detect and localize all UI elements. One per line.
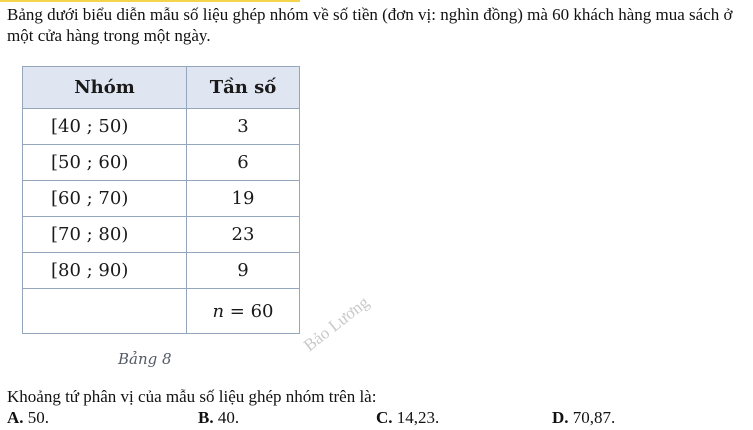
table-total-row (23, 289, 300, 334)
question-text: Khoảng tứ phân vị của mẫu số liệu ghép nhóm trên là: (7, 387, 377, 406)
table-row (23, 217, 300, 253)
frequency-cell: 9 (187, 253, 300, 289)
frequency-cell: 23 (187, 217, 300, 253)
group-cell: [70 ; 80) (23, 217, 187, 253)
group-cell: [40 ; 50) (23, 109, 187, 145)
option-d[interactable] (552, 408, 615, 428)
table-row (23, 253, 300, 289)
frequency-cell: 3 (187, 109, 300, 145)
watermark-text: Bảo Lương (300, 292, 373, 355)
total-variable: n (212, 300, 225, 322)
top-accent-bar (0, 0, 300, 2)
option-b-text: 40. (213, 408, 240, 427)
total-cell (187, 289, 300, 334)
option-c-letter: C. (376, 408, 393, 427)
option-d-text: 70,87. (568, 408, 616, 427)
group-cell: [80 ; 90) (23, 253, 187, 289)
option-a-letter: A. (7, 408, 24, 427)
option-a-text: 50. (23, 408, 50, 427)
header-group: Nhóm (23, 67, 187, 109)
table-header-row (23, 67, 300, 109)
header-frequency: Tần số (187, 67, 300, 109)
frequency-cell: 19 (187, 181, 300, 217)
frequency-cell: 6 (187, 145, 300, 181)
option-c-text: 14,23. (392, 408, 440, 427)
group-cell: [60 ; 70) (23, 181, 187, 217)
empty-cell (23, 289, 187, 334)
table-caption: Bảng 8 (118, 350, 172, 368)
option-b-letter: B. (198, 408, 214, 427)
frequency-table (22, 66, 300, 334)
table-row (23, 181, 300, 217)
problem-intro: Bảng dưới biểu diễn mẫu số liệu ghép nhóm về số tiền (đơn vị: nghìn đồng) mà 60 khách hàng mua sách ở một cửa hàng trong một ngày. (7, 5, 733, 45)
option-a[interactable] (7, 408, 49, 428)
table-row (23, 145, 300, 181)
total-value: = 60 (224, 300, 274, 322)
option-d-letter: D. (552, 408, 569, 427)
table-row (23, 109, 300, 145)
group-cell: [50 ; 60) (23, 145, 187, 181)
option-b[interactable] (198, 408, 239, 428)
option-c[interactable] (376, 408, 439, 428)
